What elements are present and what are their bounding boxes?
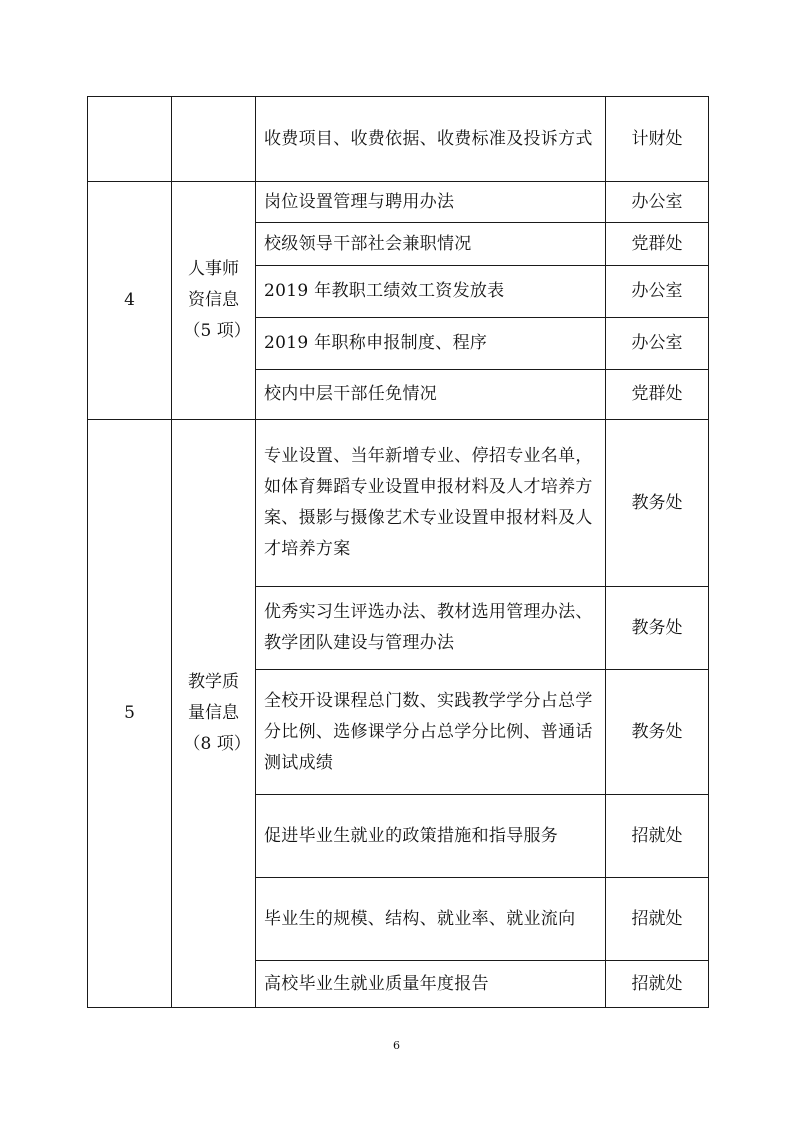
department-cell: 党群处: [606, 370, 709, 420]
section-category-cell: [172, 182, 256, 420]
item-cell: [256, 318, 606, 370]
department-cell: 党群处: [606, 223, 709, 266]
section-number-cell: [88, 97, 172, 182]
page-number: 6: [393, 1039, 400, 1052]
section-category-cell: [172, 420, 256, 1008]
item-cell: [256, 266, 606, 318]
item-cell: [256, 182, 606, 223]
item-text: 优秀实习生评选办法、教材选用管理办法、教学团队建设与管理办法: [264, 602, 593, 653]
item-text: 校级领导干部社会兼职情况: [264, 233, 472, 254]
item-text: 2019 年教职工绩效工资发放表: [264, 281, 505, 301]
item-text: 专业设置、当年新增专业、停招专业名单，如体育舞蹈专业设置申报材料及人才培养方案、摄影与摄像艺术专业设置申报材料及人才培养方案: [264, 446, 593, 559]
section-category-label: 教学质量信息（8 项）: [183, 672, 251, 754]
section-category-cell: [172, 97, 256, 182]
table-row: [88, 182, 709, 223]
item-text: 岗位设置管理与聘用办法: [264, 191, 455, 212]
disclosure-table: [87, 96, 709, 1008]
table-row: [88, 420, 709, 587]
department-cell: 计财处: [606, 97, 709, 182]
department-cell: 招就处: [606, 878, 709, 961]
item-cell: [256, 420, 606, 587]
item-text: 毕业生的规模、结构、就业率、就业流向: [264, 908, 576, 929]
department-cell: 招就处: [606, 795, 709, 878]
item-text: 高校毕业生就业质量年度报告: [264, 973, 489, 994]
item-cell: [256, 795, 606, 878]
department-cell: 办公室: [606, 182, 709, 223]
department-cell: 教务处: [606, 670, 709, 795]
item-text: 全校开设课程总门数、实践教学学分占总学分比例、选修课学分占总学分比例、普通话测试成绩: [264, 690, 593, 773]
department-cell: 招就处: [606, 961, 709, 1008]
department-cell: 教务处: [606, 420, 709, 587]
department-cell: 办公室: [606, 318, 709, 370]
item-cell: [256, 370, 606, 420]
item-cell: [256, 878, 606, 961]
item-cell: [256, 961, 606, 1008]
department-cell: 办公室: [606, 266, 709, 318]
table-row: [88, 97, 709, 182]
section-number-cell: 5: [88, 420, 172, 1008]
item-text: 校内中层干部任免情况: [264, 384, 437, 404]
section-number-cell: 4: [88, 182, 172, 420]
item-cell: [256, 670, 606, 795]
section-category-label: 人事师资信息（5 项）: [183, 259, 251, 341]
item-cell: [256, 587, 606, 670]
item-text: 2019 年职称申报制度、程序: [264, 333, 488, 353]
department-cell: 教务处: [606, 587, 709, 670]
item-text: 促进毕业生就业的政策措施和指导服务: [264, 825, 559, 846]
item-cell: [256, 223, 606, 266]
item-text: 收费项目、收费依据、收费标准及投诉方式: [264, 128, 593, 149]
item-cell: [256, 97, 606, 182]
